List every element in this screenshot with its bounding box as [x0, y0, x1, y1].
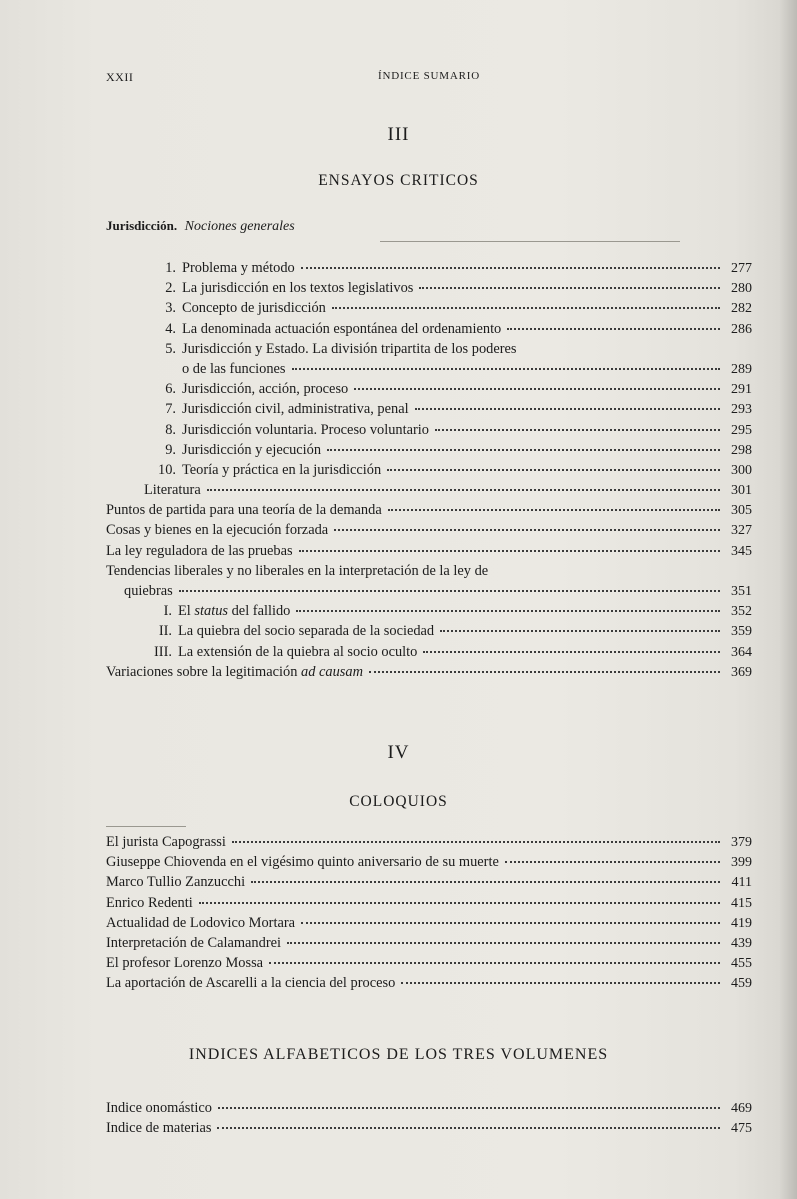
title-part: Variaciones sobre la legitimación [106, 663, 298, 680]
entry-page: 280 [731, 281, 752, 297]
part-title-ensayos: ENSAYOS CRITICOS [318, 172, 479, 189]
dot-leader [332, 306, 720, 309]
indices-title: INDICES ALFABETICOS DE LOS TRES VOLUMENES [188, 1046, 609, 1063]
entry-number: 2. [165, 280, 176, 297]
entry-title [106, 662, 363, 682]
toc-entry[interactable] [106, 953, 752, 973]
dot-leader [301, 921, 720, 924]
entry-number: 1. [165, 260, 176, 276]
section-subtitle: Nociones generales [184, 219, 295, 234]
entry-page: 286 [731, 321, 752, 337]
dot-leader [423, 650, 720, 653]
toc-entry[interactable] [106, 420, 752, 440]
dot-leader [507, 327, 720, 330]
entry-page: 455 [731, 956, 752, 972]
entry-title [178, 601, 290, 621]
dot-leader [296, 609, 720, 612]
entry-title: La quiebra del socio separada de la sociedad [178, 623, 435, 640]
toc-entry[interactable] [106, 933, 752, 953]
entry-title: Tendencias liberales y no liberales en la interpretación de la ley de [106, 562, 489, 579]
entry-title: Teoría y práctica en la jurisdicción [182, 461, 382, 478]
entry-title: Jurisdicción y Estado. La división tripartita de los poderes [182, 340, 517, 357]
entry-page: 399 [731, 855, 752, 871]
entry-title: El jurista Capograssi [106, 834, 226, 850]
toc-entry[interactable] [106, 852, 752, 872]
entry-page: 295 [731, 422, 752, 438]
toc-entry[interactable] [106, 379, 752, 399]
entry-title: Jurisdicción, acción, proceso [182, 381, 349, 398]
entry-title: Jurisdicción y ejecución [182, 441, 322, 458]
toc-subentry[interactable] [106, 642, 752, 662]
entry-title: Enrico Redenti [106, 894, 193, 911]
dot-leader [232, 840, 720, 843]
entry-number: 7. [165, 401, 176, 418]
dot-leader [354, 387, 720, 390]
toc-entry[interactable] [106, 298, 752, 318]
toc-part-iii [106, 258, 752, 682]
dot-leader [299, 549, 720, 552]
entry-page: 419 [731, 915, 752, 931]
entry-title: Indice onomástico [106, 1100, 212, 1116]
toc-entry[interactable] [106, 258, 752, 278]
entry-title: La aportación de Ascarelli a la ciencia del proceso [106, 975, 396, 992]
running-head-title: ÍNDICE SUMARIO [378, 70, 480, 82]
entry-page: 459 [731, 976, 752, 992]
entry-page: 475 [731, 1121, 752, 1137]
toc-part-iv [106, 832, 752, 994]
entry-page: 379 [731, 835, 752, 850]
entry-title: quiebras [124, 583, 173, 599]
entry-page: 289 [731, 361, 752, 377]
entry-number: 3. [165, 300, 176, 317]
entry-page: 364 [731, 644, 752, 660]
entry-page: 439 [731, 935, 752, 951]
dot-leader [334, 528, 720, 531]
dot-leader [388, 508, 720, 511]
toc-entry[interactable] [106, 872, 752, 892]
toc-entry[interactable] [106, 561, 752, 581]
entry-number: 5. [165, 340, 176, 357]
entry-page: 277 [731, 261, 752, 276]
toc-entry[interactable] [106, 339, 752, 359]
toc-entry[interactable] [106, 1118, 752, 1138]
entry-title: Jurisdicción voluntaria. Proceso voluntario [182, 421, 429, 438]
entry-page: 282 [731, 301, 752, 317]
entry-title: Concepto de jurisdicción [182, 300, 326, 317]
dot-leader [301, 266, 720, 269]
entry-page: 352 [731, 604, 752, 620]
dot-leader [287, 941, 720, 944]
part-number-iv: IV [387, 742, 410, 763]
title-italic: ad causam [301, 663, 363, 680]
entry-page: 291 [731, 382, 752, 398]
title-italic: status [194, 603, 228, 620]
dot-leader [440, 629, 720, 632]
dot-leader [207, 488, 720, 491]
entry-title: La jurisdicción en los textos legislativos [182, 280, 414, 297]
dot-leader [505, 860, 720, 863]
entry-title: Giuseppe Chiovenda en el vigésimo quinto aniversario de su muerte [106, 854, 499, 871]
dot-leader [523, 349, 720, 350]
section-heading-jurisdiccion [106, 218, 295, 235]
entry-page: 359 [731, 624, 752, 640]
entry-number: 4. [165, 320, 176, 337]
dot-leader [269, 961, 720, 964]
running-head [106, 70, 752, 88]
dot-leader [179, 589, 720, 592]
entry-title: La extensión de la quiebra al socio oculto [178, 643, 418, 660]
entry-number: I. [163, 603, 172, 620]
entry-page: 351 [731, 584, 752, 599]
toc-entry[interactable] [106, 913, 752, 933]
entry-title: Jurisdicción civil, administrativa, penal [182, 401, 409, 418]
entry-title: Marco Tullio Zanzucchi [106, 874, 246, 891]
toc-entry[interactable] [106, 662, 752, 682]
dot-leader [218, 1106, 720, 1109]
entry-number: 6. [165, 381, 176, 398]
toc-subentry[interactable] [106, 621, 752, 641]
dot-leader [435, 428, 720, 431]
toc-entry[interactable] [106, 1098, 752, 1118]
entry-page: 411 [731, 875, 752, 891]
dot-leader [199, 901, 720, 904]
entry-number: 8. [165, 421, 176, 438]
entry-page: 305 [731, 503, 752, 519]
toc-entry[interactable] [106, 541, 752, 561]
entry-page: 369 [731, 664, 752, 680]
title-part: El [178, 603, 191, 620]
toc-entry-continuation[interactable] [106, 581, 752, 601]
title-part: del fallido [231, 603, 291, 620]
entry-page: 301 [731, 483, 752, 499]
section-rule [106, 826, 186, 827]
entry-title: Puntos de partida para una teoría de la demanda [106, 502, 382, 519]
dot-leader [387, 468, 720, 471]
part-title-coloquios: COLOQUIOS [349, 793, 448, 810]
dot-leader [369, 670, 720, 673]
entry-title: La ley reguladora de las pruebas [106, 542, 293, 559]
entry-page: 293 [731, 402, 752, 418]
entry-title: Interpretación de Calamandrei [106, 934, 281, 951]
toc-indices [106, 1098, 752, 1138]
entry-page: 345 [731, 543, 752, 559]
entry-title: El profesor Lorenzo Mossa [106, 955, 264, 972]
toc-entry[interactable] [106, 973, 752, 993]
entry-page: 298 [731, 442, 752, 458]
page-folio: XXII [106, 70, 134, 84]
entry-page: 469 [731, 1101, 752, 1116]
entry-title: Indice de materias [106, 1120, 212, 1137]
toc-entry[interactable] [106, 319, 752, 339]
dot-leader [401, 981, 720, 984]
entry-number: II. [158, 623, 172, 640]
toc-entry[interactable] [106, 520, 752, 540]
entry-number: 10. [158, 461, 176, 478]
entry-number: III. [154, 643, 172, 660]
entry-title: La denominada actuación espontánea del ordenamiento [182, 320, 502, 337]
toc-entry[interactable] [106, 399, 752, 419]
toc-entry[interactable] [106, 893, 752, 913]
toc-entry[interactable] [106, 278, 752, 298]
dot-leader [251, 880, 720, 883]
dot-leader [217, 1126, 720, 1129]
toc-entry[interactable] [106, 832, 752, 852]
entry-title: Cosas y bienes en la ejecución forzada [106, 522, 329, 539]
entry-page: 300 [731, 462, 752, 478]
toc-entry[interactable] [106, 460, 752, 480]
entry-page: 327 [731, 523, 752, 539]
part-number-iii: III [387, 124, 410, 145]
entry-title: Problema y método [182, 260, 295, 276]
entry-number: 9. [165, 441, 176, 458]
section-label: Jurisdicción. [106, 218, 178, 233]
toc-entry[interactable] [106, 440, 752, 460]
entry-title: Literatura [144, 482, 201, 499]
toc-subentry[interactable] [106, 601, 752, 621]
entry-title: o de las funciones [182, 360, 286, 377]
toc-entry-continuation[interactable] [106, 359, 752, 379]
toc-entry-literatura[interactable] [106, 480, 752, 500]
dot-leader [419, 286, 720, 289]
entry-page: 415 [731, 895, 752, 911]
dot-leader [292, 367, 720, 370]
section-rule [380, 241, 680, 242]
dot-leader [327, 448, 720, 451]
entry-title: Actualidad de Lodovico Mortara [106, 914, 296, 931]
toc-entry[interactable] [106, 500, 752, 520]
dot-leader [415, 407, 720, 410]
